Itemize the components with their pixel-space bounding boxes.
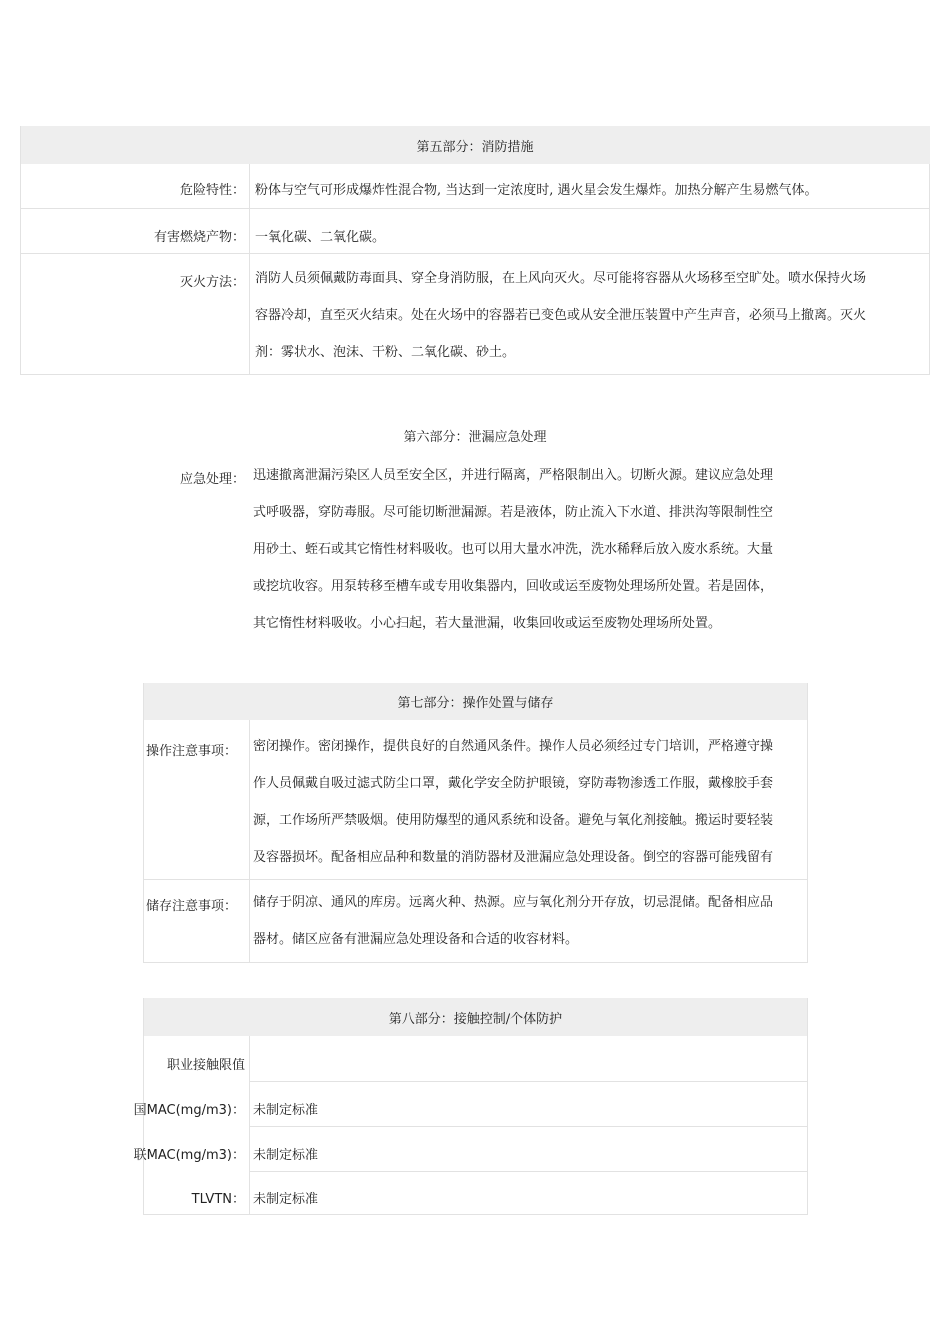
section-title: 第七部分：操作处置与储存	[143, 683, 808, 720]
text-line: 式呼吸器，穿防毒服。尽可能切断泄漏源。若是液体，防止流入下水道、排洪沟等限制性空	[253, 505, 774, 520]
text-line: 器材。储区应备有泄漏应急处理设备和合适的收容材料。	[253, 932, 579, 947]
row-prefix: 国	[133, 1103, 147, 1118]
storage-value	[253, 884, 773, 958]
hazard-value: 粉体与空气可形成爆炸性混合物, 当达到一定浓度时, 遇火星会发生爆炸。加热分解产生易燃气体。	[255, 183, 818, 198]
exposure-row-value: 未制定标准	[253, 1103, 319, 1118]
section-title: 第八部分：接触控制/个体防护	[143, 998, 808, 1036]
text-line: 密闭操作。密闭操作，提供良好的自然通风条件。操作人员必须经过专门培训，严格遵守操	[253, 739, 774, 754]
section-leak-response	[20, 420, 930, 650]
row-label: MAC(mg/m3)：	[146, 1103, 245, 1118]
text-line: 用砂土、蛭石或其它惰性材料吸收。也可以用大量水冲洗，洗水稀释后放入废水系统。大量	[253, 542, 774, 557]
text-line: 消防人员须佩戴防毒面具、穿全身消防服，在上风向灭火。尽可能将容器从火场移至空旷处。喷水保持火场	[255, 271, 867, 286]
hazard-label: 危险特性：	[179, 183, 245, 198]
exposure-row-label	[134, 1099, 245, 1118]
exposure-row-value: 未制定标准	[253, 1148, 319, 1163]
combustion-label: 有害燃烧产物：	[153, 230, 245, 245]
exposure-row-label	[192, 1188, 245, 1207]
text-line: 剂：雾状水、泡沫、干粉、二氧化碳、砂土。	[255, 345, 516, 360]
section-exposure-control	[133, 998, 808, 1216]
occupational-limit-label: 职业接触限值	[166, 1058, 245, 1073]
section-fire-measures	[20, 126, 930, 376]
row-label: TLVTN：	[191, 1192, 245, 1207]
text-line: 及容器损坏。配备相应品种和数量的消防器材及泄漏应急处理设备。倒空的容器可能残留有	[253, 850, 774, 865]
exposure-row-value: 未制定标准	[253, 1192, 319, 1207]
row-label: MAC(mg/m3)：	[146, 1148, 245, 1163]
text-line: 储存于阴凉、通风的库房。远离火种、热源。应与氧化剂分开存放，切忌混储。配备相应品	[253, 895, 774, 910]
text-line: 源，工作场所严禁吸烟。使用防爆型的通风系统和设备。避免与氧化剂接触。搬运时要轻装	[253, 813, 774, 828]
text-line: 或挖坑收容。用泵转移至槽车或专用收集器内，回收或运至废物处理场所处置。若是固体，	[253, 579, 774, 594]
operation-value	[253, 728, 773, 876]
section-title: 第五部分：消防措施	[20, 126, 930, 164]
operation-label: 操作注意事项：	[146, 744, 238, 759]
text-line: 容器冷却，直至灭火结束。处在火场中的容器若已变色或从安全泄压装置中产生声音，必须马上撤离。灭火	[255, 308, 867, 323]
emergency-value	[253, 457, 773, 642]
text-line: 作人员佩戴自吸过滤式防尘口罩，戴化学安全防护眼镜，穿防毒物渗透工作服，戴橡胶手套	[253, 776, 774, 791]
emergency-label: 应急处理：	[179, 472, 245, 487]
text-line: 其它惰性材料吸收。小心扫起，若大量泄漏，收集回收或运至废物处理场所处置。	[253, 616, 722, 631]
row-prefix: 联	[133, 1148, 147, 1163]
storage-label: 储存注意事项：	[146, 899, 238, 914]
section-handling-storage	[143, 683, 808, 963]
fire-method-value	[255, 260, 866, 371]
section-title: 第六部分：泄漏应急处理	[403, 430, 547, 445]
exposure-row-label	[134, 1144, 245, 1163]
fire-method-label: 灭火方法：	[179, 275, 245, 290]
combustion-value: 一氧化碳、二氧化碳。	[255, 230, 386, 245]
text-line: 迅速撤离泄漏污染区人员至安全区，并进行隔离，严格限制出入。切断火源。建议应急处理	[253, 468, 774, 483]
